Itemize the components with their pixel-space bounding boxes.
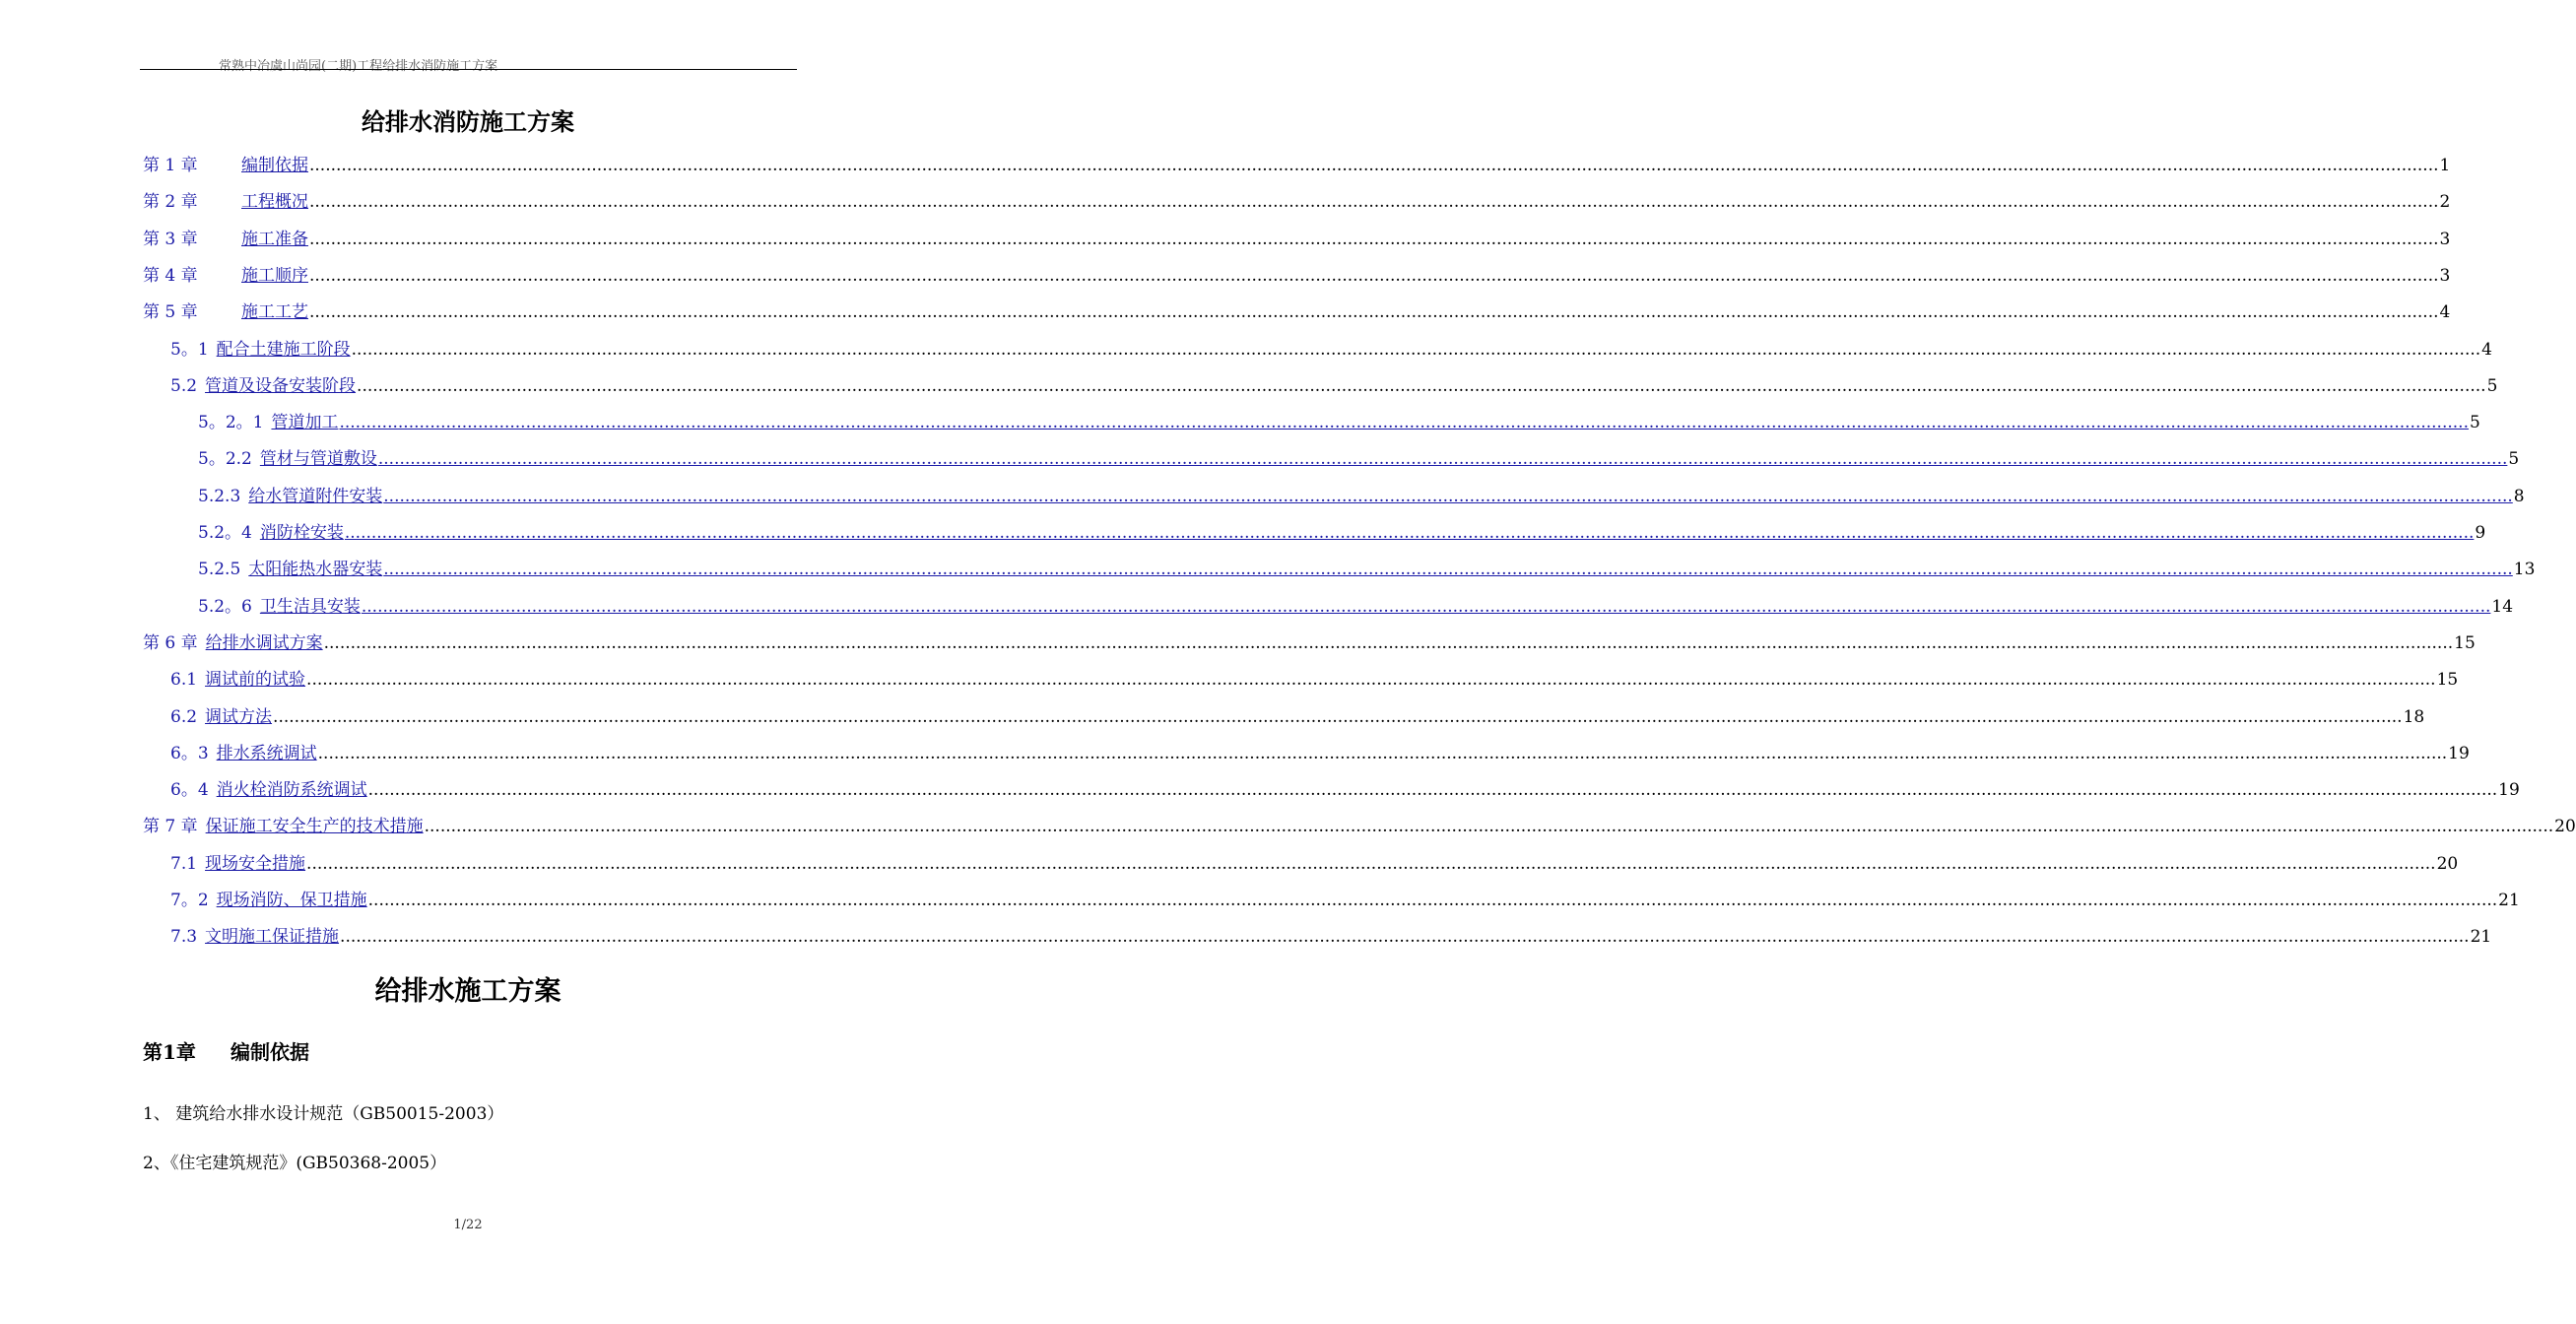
- toc-entry-page: 5: [2469, 413, 2480, 433]
- toc-entry[interactable]: [170, 697, 2425, 727]
- toc-leader-dots: ................................................................................................................................................................................................................................................................................................................................................................................................................: [323, 632, 2454, 653]
- list-item: 2、《住宅建筑规范》(GB50368-2005）: [143, 1154, 447, 1173]
- toc-entry-link[interactable]: [198, 487, 382, 506]
- chapter-number: 第1章: [143, 1040, 196, 1064]
- toc-entry-number: 7.3: [170, 927, 198, 948]
- toc-entry-number: 5.2。6: [198, 596, 252, 617]
- toc-entry-page: 5: [2508, 449, 2520, 470]
- toc-entry-label: 管道加工: [271, 413, 339, 433]
- toc-entry-label: 文明施工保证措施: [205, 927, 340, 948]
- toc-entry-page: 21: [2498, 891, 2520, 910]
- toc-leader-dots: ................................................................................................................................................................................................................................................................................................................................................................................................................: [340, 927, 2470, 948]
- toc-title: 给排水消防施工方案: [362, 107, 574, 136]
- toc-entry-link[interactable]: [170, 744, 317, 763]
- toc-entry-link[interactable]: [198, 449, 377, 469]
- toc-entry-label: 现场安全措施: [205, 853, 306, 874]
- toc-entry-number: 5.2: [170, 375, 198, 396]
- toc-entry-label: 给水管道附件安装: [248, 486, 383, 506]
- toc-entry-label: 消防栓安装: [259, 523, 344, 543]
- toc-entry-label: 消火栓消防系统调试: [216, 780, 367, 801]
- toc-leader-dots: ................................................................................................................................................................................................................................................................................................................................................................................................................: [361, 596, 2491, 617]
- toc-entry-page: 13: [2513, 560, 2536, 580]
- toc-entry-label: 施工顺序: [241, 265, 308, 286]
- header-text: 常熟中冶虞山尚园(二期)工程给排水消防施工方案: [219, 59, 498, 74]
- header-rule: [140, 69, 797, 70]
- toc-entry-link[interactable]: [198, 523, 344, 543]
- toc-entry[interactable]: [170, 770, 2520, 801]
- toc-entry-link[interactable]: [170, 927, 339, 947]
- toc-entry-page: 19: [2498, 780, 2520, 801]
- toc-entry-label: 管材与管道敷设: [259, 449, 377, 470]
- toc-entry-number: 6.2: [170, 706, 198, 727]
- toc-entry-link[interactable]: [170, 340, 351, 360]
- toc-entry-number: 第 1 章: [143, 156, 198, 175]
- toc-entry-label: 配合土建施工阶段: [216, 339, 351, 360]
- toc-entry-number: 6。3: [170, 743, 209, 763]
- toc-entry-number: 5.2.5: [198, 560, 241, 580]
- toc-entry-link[interactable]: [170, 376, 356, 396]
- toc-leader-dots: ................................................................................................................................................................................................................................................................................................................................................................................................................: [424, 817, 2554, 837]
- toc-entry[interactable]: [170, 881, 2520, 910]
- toc-entry-number: 5.2.3: [198, 486, 241, 506]
- toc-leader-dots: ................................................................................................................................................................................................................................................................................................................................................................................................................: [306, 670, 2436, 691]
- toc-leader-dots: ................................................................................................................................................................................................................................................................................................................................................................................................................: [367, 780, 2498, 801]
- toc-entry[interactable]: [170, 917, 2492, 948]
- page-number: 1/22: [453, 1218, 483, 1232]
- toc-entry-number: 5。2.2: [198, 449, 252, 470]
- body-title: 给排水施工方案: [374, 976, 561, 1007]
- list-item: 1、 建筑给水排水设计规范（GB50015-2003）: [143, 1104, 504, 1124]
- toc-entry-number: 第 2 章: [143, 192, 198, 213]
- toc-entry[interactable]: [143, 624, 2476, 653]
- toc-entry-label: 调试方法: [205, 706, 273, 727]
- toc-entry[interactable]: [198, 403, 2480, 433]
- toc-leader-dots: ................................................................................................................................................................................................................................................................................................................................................................................................................: [306, 853, 2436, 874]
- toc-entry-page: 21: [2470, 927, 2492, 948]
- toc-entry-number: 5。2。1: [198, 413, 264, 433]
- toc-entry-number: 5。1: [170, 339, 209, 360]
- toc-entry-number: 6。4: [170, 780, 209, 801]
- toc-entry[interactable]: [198, 550, 2536, 580]
- toc-entry-link[interactable]: [170, 891, 367, 910]
- toc-leader-dots: ................................................................................................................................................................................................................................................................................................................................................................................................................: [317, 743, 2448, 763]
- toc-entry-label: 排水系统调试: [216, 743, 317, 763]
- toc-entry-page: 4: [2439, 302, 2451, 323]
- toc-entry-link[interactable]: [198, 597, 361, 617]
- toc-entry-link[interactable]: [143, 817, 424, 836]
- toc-entry[interactable]: [198, 587, 2514, 617]
- toc-entry[interactable]: [198, 513, 2486, 543]
- toc-entry-link[interactable]: [198, 413, 338, 432]
- toc-entry-number: 第 3 章: [143, 229, 198, 249]
- toc-entry-number: 第 7 章: [143, 817, 198, 837]
- toc-leader-dots: ................................................................................................................................................................................................................................................................................................................................................................................................................: [377, 449, 2508, 470]
- toc-leader-dots: ................................................................................................................................................................................................................................................................................................................................................................................................................: [357, 375, 2486, 396]
- toc-entry-label: 给排水调试方案: [205, 632, 323, 653]
- toc-entry-number: 6.1: [170, 670, 198, 691]
- toc-entry[interactable]: [143, 807, 2576, 837]
- toc-entry[interactable]: [198, 477, 2525, 506]
- toc-entry[interactable]: [143, 220, 2451, 249]
- toc-entry[interactable]: [170, 366, 2498, 396]
- toc-entry-number: 第 6 章: [143, 632, 198, 653]
- toc-leader-dots: ................................................................................................................................................................................................................................................................................................................................................................................................................: [383, 560, 2513, 580]
- toc-entry-link[interactable]: [170, 780, 367, 800]
- toc-leader-dots: ................................................................................................................................................................................................................................................................................................................................................................................................................: [309, 265, 2439, 286]
- toc-entry[interactable]: [143, 146, 2451, 175]
- toc-entry-link[interactable]: [143, 230, 308, 249]
- toc-entry-label: 施工工艺: [241, 302, 308, 323]
- toc-entry-page: 15: [2454, 632, 2476, 653]
- toc-entry-page: 20: [2436, 853, 2459, 874]
- toc-entry-label: 太阳能热水器安装: [248, 560, 383, 580]
- toc-entry-link[interactable]: [143, 156, 308, 175]
- toc-entry-label: 卫生洁具安装: [259, 596, 361, 617]
- toc-leader-dots: ................................................................................................................................................................................................................................................................................................................................................................................................................: [309, 156, 2439, 175]
- toc-entry-page: 9: [2475, 523, 2486, 543]
- chapter-heading: [143, 1036, 309, 1065]
- toc-entry-link[interactable]: [170, 854, 305, 874]
- toc-entry-page: 15: [2436, 670, 2459, 691]
- toc-entry[interactable]: [198, 439, 2520, 470]
- toc-entry[interactable]: [170, 734, 2470, 763]
- toc-entry-link[interactable]: [170, 707, 272, 727]
- toc-entry[interactable]: [170, 660, 2459, 691]
- toc-entry-link[interactable]: [143, 192, 308, 212]
- toc-leader-dots: ................................................................................................................................................................................................................................................................................................................................................................................................................: [273, 706, 2403, 727]
- toc-entry-page: 3: [2439, 229, 2451, 249]
- toc-entry-page: 19: [2448, 743, 2470, 763]
- toc-leader-dots: ................................................................................................................................................................................................................................................................................................................................................................................................................: [309, 192, 2439, 213]
- toc-entry-page: 2: [2439, 192, 2451, 213]
- toc-entry-page: 18: [2403, 706, 2425, 727]
- toc-entry-link[interactable]: [170, 670, 305, 690]
- toc-leader-dots: ................................................................................................................................................................................................................................................................................................................................................................................................................: [367, 891, 2498, 910]
- toc-entry[interactable]: [170, 844, 2459, 874]
- toc-leader-dots: ................................................................................................................................................................................................................................................................................................................................................................................................................: [344, 523, 2475, 543]
- toc-entry-link[interactable]: [198, 560, 382, 579]
- toc-entry-number: 第 4 章: [143, 265, 198, 286]
- toc-entry[interactable]: [143, 256, 2451, 286]
- toc-entry-page: 20: [2554, 817, 2576, 837]
- toc-entry-page: 8: [2513, 486, 2525, 506]
- toc-entry[interactable]: [143, 293, 2451, 323]
- chapter-title: 编制依据: [231, 1040, 309, 1064]
- toc-entry-label: 现场消防、保卫措施: [216, 891, 367, 910]
- toc-entry[interactable]: [143, 182, 2451, 213]
- toc-leader-dots: ................................................................................................................................................................................................................................................................................................................................................................................................................: [339, 413, 2469, 433]
- toc-entry-label: 施工准备: [241, 229, 308, 249]
- toc-entry-label: 编制依据: [241, 156, 308, 175]
- toc-entry-page: 14: [2491, 596, 2514, 617]
- toc-entry-number: 7.1: [170, 853, 198, 874]
- toc-entry-number: 第 5 章: [143, 302, 198, 323]
- toc-entry-page: 3: [2439, 265, 2451, 286]
- toc-entry-page: 5: [2486, 375, 2498, 396]
- toc-entry-label: 工程概况: [241, 192, 308, 213]
- toc-leader-dots: ................................................................................................................................................................................................................................................................................................................................................................................................................: [309, 302, 2439, 323]
- toc-entry-number: 7。2: [170, 891, 209, 910]
- toc-leader-dots: ................................................................................................................................................................................................................................................................................................................................................................................................................: [309, 229, 2439, 249]
- toc-entry[interactable]: [170, 330, 2492, 360]
- toc-entry-label: 保证施工安全生产的技术措施: [205, 817, 424, 837]
- toc-entry-link[interactable]: [143, 633, 323, 653]
- toc-leader-dots: ................................................................................................................................................................................................................................................................................................................................................................................................................: [383, 486, 2513, 506]
- toc-entry-link[interactable]: [143, 266, 308, 286]
- toc-entry-label: 调试前的试验: [205, 670, 306, 691]
- toc-entry-label: 管道及设备安装阶段: [205, 375, 357, 396]
- toc-leader-dots: ................................................................................................................................................................................................................................................................................................................................................................................................................: [351, 339, 2481, 360]
- toc-entry-number: 5.2。4: [198, 523, 252, 543]
- toc-entry-page: 4: [2481, 339, 2492, 360]
- toc-entry-link[interactable]: [143, 302, 308, 322]
- toc-entry-page: 1: [2439, 156, 2451, 175]
